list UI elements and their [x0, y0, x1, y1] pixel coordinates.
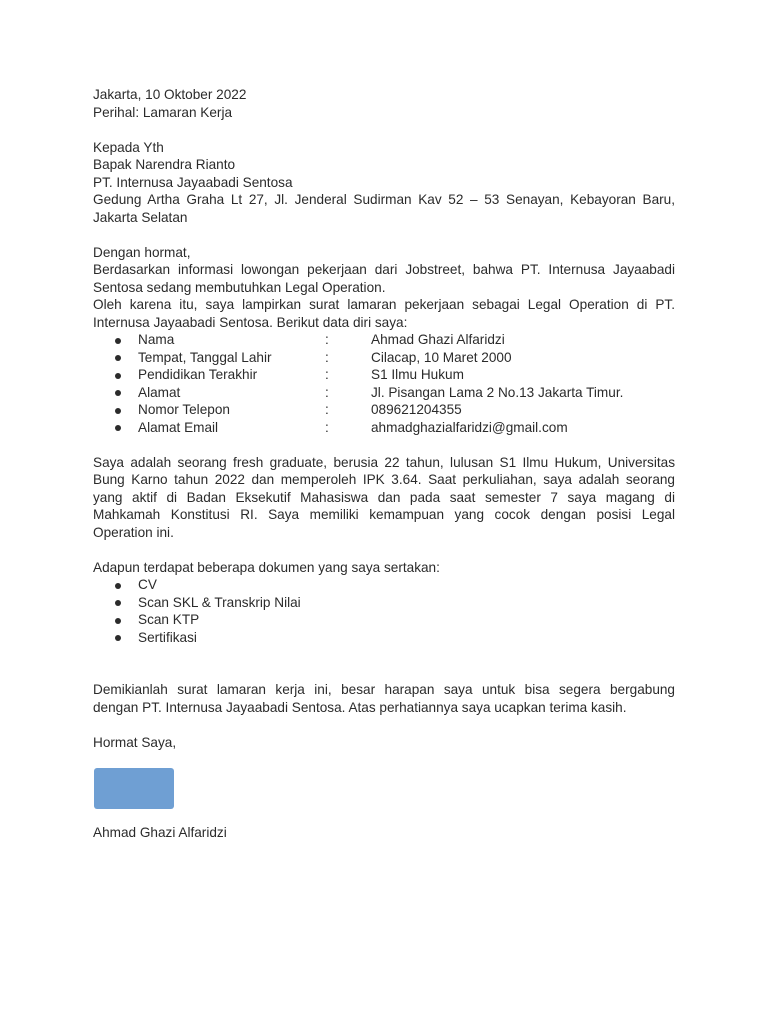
data-value: Cilacap, 10 Maret 2000: [371, 349, 512, 365]
personal-data-item: [93, 401, 675, 419]
document-item: [93, 594, 675, 612]
greeting: Dengan hormat,: [93, 244, 191, 260]
subject-line: Perihal: Lamaran Kerja: [93, 104, 233, 120]
opening-block: [93, 244, 675, 332]
document-item: [93, 576, 675, 594]
personal-data-item: [93, 349, 675, 367]
letter-page: [93, 86, 675, 842]
data-separator: :: [325, 419, 329, 435]
data-value: Ahmad Ghazi Alfaridzi: [371, 332, 505, 347]
body-line: Mahkamah Konstitusi RI. Saya memiliki kemampuan yang cocok dengan posisi Legal: [93, 507, 675, 522]
opening-line: Sentosa sedang membutuhkan Legal Operation.: [93, 279, 386, 295]
documents-block: [93, 559, 675, 647]
recipient-address-line: Gedung Artha Graha Lt 27, Jl. Jenderal Sudirman Kav 52 – 53 Senayan, Kebayoran Baru,: [93, 192, 675, 207]
recipient-salutation: Kepada Yth: [93, 139, 164, 155]
bullet-icon: [115, 408, 121, 414]
document-label: Scan SKL & Transkrip Nilai: [138, 594, 301, 610]
regards: Hormat Saya,: [93, 734, 177, 750]
data-label: Pendidikan Terakhir: [138, 367, 258, 382]
personal-data-item: [93, 331, 675, 349]
data-label: Nomor Telepon: [138, 402, 230, 417]
documents-list: [93, 576, 675, 646]
data-value: 089621204355: [371, 402, 462, 417]
personal-data-item: [93, 384, 675, 402]
personal-data-item: [93, 419, 675, 437]
body-line: Bung Karno tahun 2022 dan memperoleh IPK 3.64. Saat perkuliahan, saya adalah seorang: [93, 472, 675, 487]
document-label: Sertifikasi: [138, 629, 197, 645]
opening-line: Internusa Jayaabadi Sentosa. Berikut data diri saya:: [93, 314, 408, 330]
data-separator: :: [325, 384, 329, 400]
personal-data-item: [93, 366, 675, 384]
opening-line: Berdasarkan informasi lowongan pekerjaan dari Jobstreet, bahwa PT. Internusa Jayaabadi: [93, 262, 675, 277]
data-separator: :: [325, 332, 329, 347]
document-item: [93, 629, 675, 647]
body-paragraph: [93, 454, 675, 542]
data-label: Alamat: [138, 384, 181, 400]
data-label: Alamat Email: [138, 419, 219, 435]
data-value: ahmadghazialfaridzi@gmail.com: [371, 419, 568, 435]
personal-data-list: [93, 331, 675, 436]
document-label: Scan KTP: [138, 612, 200, 627]
data-separator: :: [325, 367, 329, 382]
bullet-icon: [115, 583, 121, 589]
data-separator: :: [325, 402, 329, 417]
data-value: Jl. Pisangan Lama 2 No.13 Jakarta Timur.: [371, 384, 624, 400]
body-line: Operation ini.: [93, 524, 174, 540]
opening-line: Oleh karena itu, saya lampirkan surat lamaran pekerjaan sebagai Legal Operation di PT.: [93, 297, 675, 312]
place-date: Jakarta, 10 Oktober 2022: [93, 87, 247, 102]
documents-intro: Adapun terdapat beberapa dokumen yang saya sertakan:: [93, 559, 440, 575]
data-separator: :: [325, 349, 329, 365]
document-label: CV: [138, 577, 157, 592]
body-line: yang aktif di Badan Eksekutif Mahasiswa dan pada saat semester 7 saya magang di: [93, 489, 675, 505]
signer-name: Ahmad Ghazi Alfaridzi: [93, 825, 227, 840]
bullet-icon: [115, 373, 121, 379]
recipient-address: [93, 191, 675, 226]
closing-line: Demikianlah surat lamaran kerja ini, besar harapan saya untuk bisa segera bergabung: [93, 682, 675, 697]
closing-line: dengan PT. Internusa Jayaabadi Sentosa. Atas perhatiannya saya ucapkan terima kasih.: [93, 699, 627, 715]
data-label: Nama: [138, 332, 175, 347]
bullet-icon: [115, 338, 121, 344]
recipient-name: Bapak Narendra Rianto: [93, 157, 236, 172]
body-line: Saya adalah seorang fresh graduate, berusia 22 tahun, lulusan S1 Ilmu Hukum, Universitas: [93, 454, 675, 470]
bullet-icon: [115, 355, 121, 361]
bullet-icon: [115, 600, 121, 606]
bullet-icon: [115, 618, 121, 624]
signature-image: [94, 768, 174, 809]
opening-paragraph: [93, 261, 675, 331]
closing-paragraph: [93, 681, 675, 716]
data-label: Tempat, Tanggal Lahir: [138, 349, 272, 365]
bullet-icon: [115, 390, 121, 396]
recipient-address-line: Jakarta Selatan: [93, 209, 188, 225]
data-value: S1 Ilmu Hukum: [371, 367, 464, 382]
bullet-icon: [115, 425, 121, 431]
recipient-block: [93, 139, 675, 227]
bullet-icon: [115, 635, 121, 641]
document-item: [93, 611, 675, 629]
recipient-company: PT. Internusa Jayaabadi Sentosa: [93, 174, 293, 190]
